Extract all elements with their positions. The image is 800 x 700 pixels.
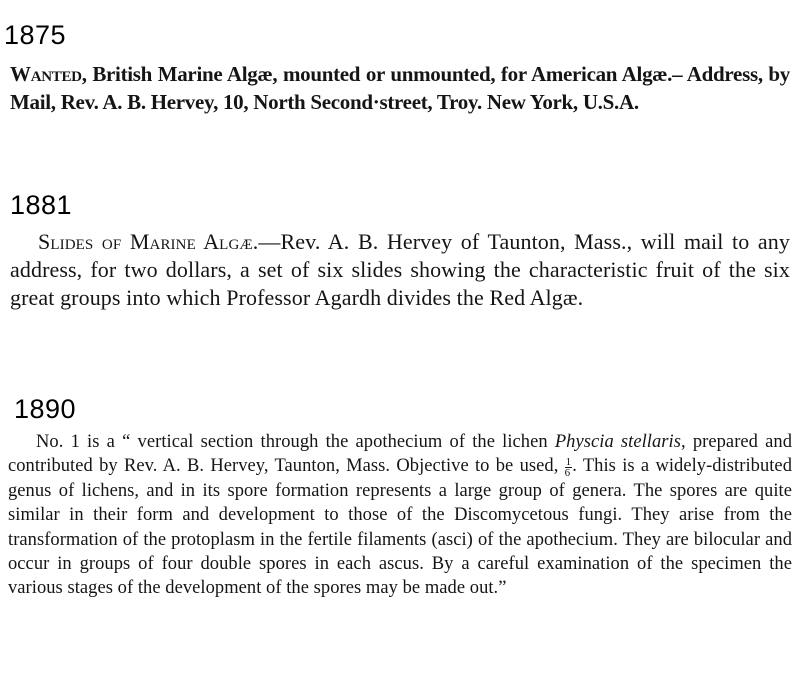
clipping-1875-lead: Wanted, bbox=[10, 62, 87, 86]
year-heading-1875: 1875 bbox=[4, 20, 67, 50]
clipping-1875-body: British Marine Algæ, mounted or unmounted, for American Algæ.– Address, by Mail, Rev. A. B. Hervey, 10, North Second·street, Troy. New York, U.S.A. bbox=[10, 62, 790, 114]
clipping-1890-part-b: , prepared and contributed by Rev. A. B. Hervey, Taunton, Mass. Objective to be used, bbox=[8, 432, 793, 477]
clipping-1890-text bbox=[8, 430, 792, 601]
clipping-1881-body: —Rev. A. B. Hervey of Taunton, Mass., will mail to any address, for two dollars, a set of six slides showing the characteristic fruit of the six great groups into which Professor Agardh divides the Red Algæ. bbox=[10, 229, 790, 310]
clipping-1881 bbox=[10, 228, 790, 312]
clipping-1875-text bbox=[10, 60, 790, 116]
year-heading-1890: 1890 bbox=[14, 394, 77, 424]
clipping-1890-part-a: No. 1 is a “ vertical section through the apothecium of the lichen bbox=[36, 432, 555, 452]
fraction-numerator: 1 bbox=[565, 455, 572, 468]
fraction-denominator: 6 bbox=[564, 466, 571, 479]
year-heading-1881: 1881 bbox=[10, 190, 73, 220]
clipping-1875 bbox=[10, 60, 790, 116]
clipping-1890 bbox=[8, 430, 792, 601]
clipping-1881-lead: Slides of Marine Algæ. bbox=[38, 229, 259, 254]
clipping-1881-text bbox=[10, 228, 790, 312]
clipping-1890-part-c: . This is a widely-distributed genus of lichens, and in its spore formation represents a large group of genera. The spores are quite similar in their form and development to those of the Discomycetous fungi. They arise from the transformation of the protoplasm in the fertile filaments (asci) of the apothecium. They are bilocular and occur in groups of four double spores in each ascus. By a careful examination of the specimen the various stages of the development of the spores may be made out.” bbox=[8, 456, 792, 599]
species-name: Physcia stellaris bbox=[554, 432, 681, 452]
